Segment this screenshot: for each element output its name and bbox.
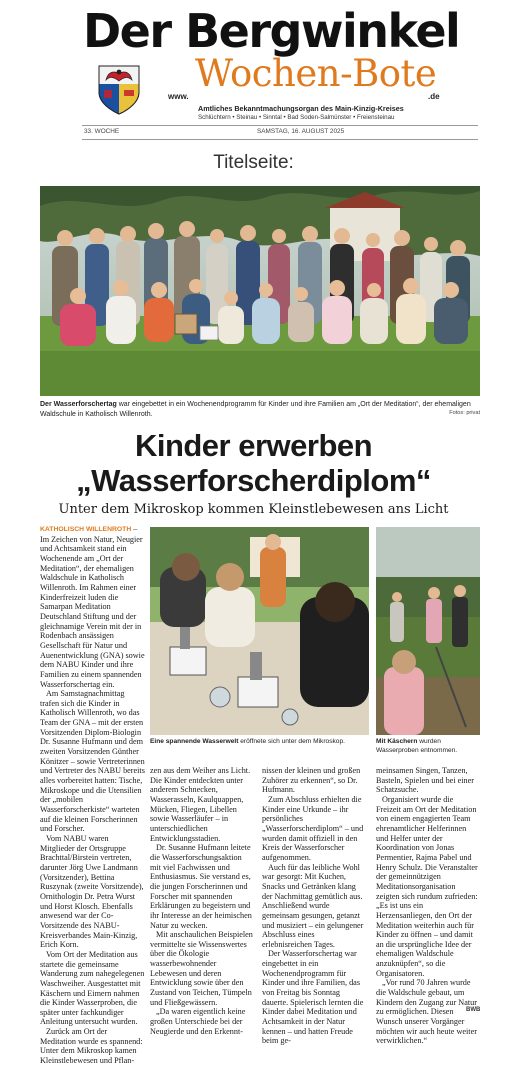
issue-date: SAMSTAG, 16. AUGUST 2025 [257, 128, 345, 135]
group-photo [40, 186, 480, 396]
kicker: KATHOLISCH WILLENROTH [40, 526, 132, 533]
paragraph: Dr. Susanne Hufmann leitete die Wasserforschungsaktion mit viel Fachwissen und Enthusiasmus. Sie verstand es, die jungen Forscherinnen und Forscher mit spannenden Erklärungen zu begeistern und ihr Interesse an der heimischen Natur zu wecken. [150, 843, 252, 930]
headline-line-2: „Wasserforscherdiplom“ [76, 463, 431, 498]
caption-text: wurden Wasserproben entnommen. [376, 738, 458, 754]
web-suffix: .de [428, 92, 440, 101]
paragraph: „Da waren eigentlich keine großen Unterschiede bei der Neugierde und den Erkennt- [150, 1007, 246, 1036]
article-column-1 [40, 524, 145, 1066]
newspaper-subtitle: Wochen-Bote [195, 52, 437, 95]
microscope-photo [150, 527, 369, 735]
net-photo-caption [376, 737, 480, 755]
photo-credit: Fotos: privat [449, 410, 480, 416]
caption-lead: Eine spannende Wasserwelt [150, 738, 239, 745]
caption-lead: Mit Käschern [376, 738, 418, 745]
author-signature: BWB [466, 1007, 481, 1013]
paragraph: Vom NABU waren Mitglieder der Ortsgruppe Brachttal/Birstein vertreten, darunter Jörg Uwe Landmann (Vorsitzender), Bettina Ruszynak (zweite Vorsitzende), Ornithologin Dr. Petra Wurst und Horst Klosch. Ebenfalls anwesend war der Co-Vorsitzende des NABU-Kreisverbandes Main-Kinzig, Erich Korn. [40, 834, 144, 950]
paragraph [40, 524, 145, 689]
subheadline: Unter dem Mikroskop kommen Kleinstlebewesen ans Licht [58, 502, 449, 517]
masthead [0, 0, 507, 125]
dateline [82, 127, 478, 138]
paragraph: Mit anschaulichen Beispielen vermittelte sie Wissenswertes über die Ökologie wasserbewohnender Lebewesen und deren Entwicklung sowie über den Zustand von Teichen, Tümpeln und Fließgewässern. [150, 930, 253, 1007]
paragraph: Auch für das leibliche Wohl war gesorgt: Mit Kuchen, Snacks und Getränken klang der Nachmittag gemütlich aus. Anschließend wurde gemeinsam gesungen, getanzt und musiziert – ein gelungener Abschluss eines erlebnisreichen Tages. [262, 862, 364, 949]
paragraph: Der Wasserforschertag war eingebettet in ein Wochenendprogramm für Kinder und ihre Familien, das von Freitag bis Sonntag dauerte. Spielerisch lernten die Kinder dabei Meditation und Achtsamkeit in der Natur kennen – und hatten Freude beim ge- [262, 949, 364, 1046]
caption-lead: Der Wasserforschertag [40, 401, 117, 408]
paragraph: „Vor rund 70 Jahren wurde die Waldschule gebaut, um Kindern den Zugang zur Natur zu ermöglichen. Diesen Wunsch unserer Vorgänger möchten wir auch heute weiter verwirklichen.“ [376, 978, 477, 1046]
paragraph: meinsamen Singen, Tanzen, Basteln, Spielen und bei einer Schatzsuche. [376, 766, 474, 795]
headline-line-1: Kinder erwerben [134, 428, 373, 463]
official-gazette-line: Amtliches Bekanntmachungsorgan des Main-Kinzig-Kreises [198, 104, 404, 113]
towns-line: Schlüchtern • Steinau • Sinntal • Bad Soden-Salmünster • Freiensteinau [198, 114, 395, 121]
main-photo-caption [40, 400, 480, 419]
net-sampling-photo [376, 527, 480, 735]
paragraph: Am Samstagnachmittag trafen sich die Kinder in Katholisch Willenroth, wo das Team der GNA – mit der ersten Vorsitzenden Diplom-Biologin Dr. Susanne Hufmann und dem zweiten Vorsitzenden Günther Könitzer – sowie Vertreterinnen und Vertreter des NABU bereits alles vorbereitet hatten: Tische, Mikroskope und die Utensilien der „mobilen Wasserforscherkiste“ warteten auf die kleinen Forscherinnen und Forscher. [40, 689, 145, 834]
paragraph: Zurück am Ort der Meditation wurde es spannend: Unter dem Mikroskop kamen Kleinstlebewesen und Pflan- [40, 1027, 143, 1066]
paragraph: Vom Ort der Meditation aus startete die gemeinsame Wanderung zum nahegelegenen Waschweiher. Ausgestattet mit Käschern und Eimern nahmen die Kinder Wasserproben, die später unter fachkundiger Anleitung untersucht wurden. [40, 949, 145, 1027]
divider [82, 125, 478, 126]
caption-text: war eingebettet in ein Wochenendprogramm für Kinder und ihre Familien am „Ort der Meditation“, der ehemaligen Waldschule in Katholisch Willenroth. [40, 401, 471, 418]
paragraph-text: – Im Zeichen von Natur, Neugier und Achtsamkeit stand ein Wochenende am „Ort der Meditation“, der ehemaligen Waldschule in Katholisch Willenroth. Im Rahmen einer Kinderfreizeit luden die Samarpan Meditation Deutschland Stiftung und der gleichnamige Verein mit der in Rodenbach ansässigen Gesellschaft für Natur und Auenentwicklung (GNA) sowie dem NABU Kinder und ihre Familien zu einem spannenden Wasserforschertag ein. [40, 524, 145, 689]
section-title: Titelseite: [213, 152, 294, 173]
article-column-2 [150, 766, 254, 1036]
newspaper-title: Der Bergwinkel [83, 4, 460, 58]
paragraph: Zum Abschluss erhielten die Kinder eine Urkunde – ihr persönliches „Wasserforscherdiplom“ – und wurden damit offiziell in den Kreis der Wasserforscher aufgenommen. [262, 794, 364, 862]
paragraph: zen aus dem Weiher ans Licht. Die Kinder entdeckten unter anderem Schnecken, Wasserasseln, Kaulquappen, Mücken, Fliegen, Libellen sowie Wasserläufer – in unterschiedlichen Entwicklungsstadien. [150, 766, 251, 843]
web-prefix: www. [168, 92, 189, 101]
issue-week: 33. WOCHE [84, 128, 120, 135]
divider [82, 139, 478, 140]
microscope-photo-caption [150, 737, 369, 746]
article-column-3 [262, 766, 366, 1046]
coat-of-arms-icon [96, 62, 142, 116]
paragraph: nissen der kleinen und großen Zuhörer zu erkennen“, so Dr. Hufmann. [262, 766, 361, 795]
caption-text: eröffnete sich unter dem Mikroskop. [238, 738, 345, 745]
paragraph: Organisiert wurde die Freizeit am Ort der Meditation von einem engagierten Team ehrenamtlicher Helferinnen und Helfer unter der Koordination von Jonas Permentier, Rajma Pabel und Henry Schulz. Die Veranstalter der gemeinnützigen Meditationsorganisation zeigten sich rundum zufrieden: „Es ist uns ein Herzensanliegen, den Ort der Meditation weiterhin auch für Kinder zu öffnen – und damit an die ursprüngliche Idee der ehemaligen Waldschule anzuknüpfen“, so die Organisatoren. [376, 794, 478, 978]
